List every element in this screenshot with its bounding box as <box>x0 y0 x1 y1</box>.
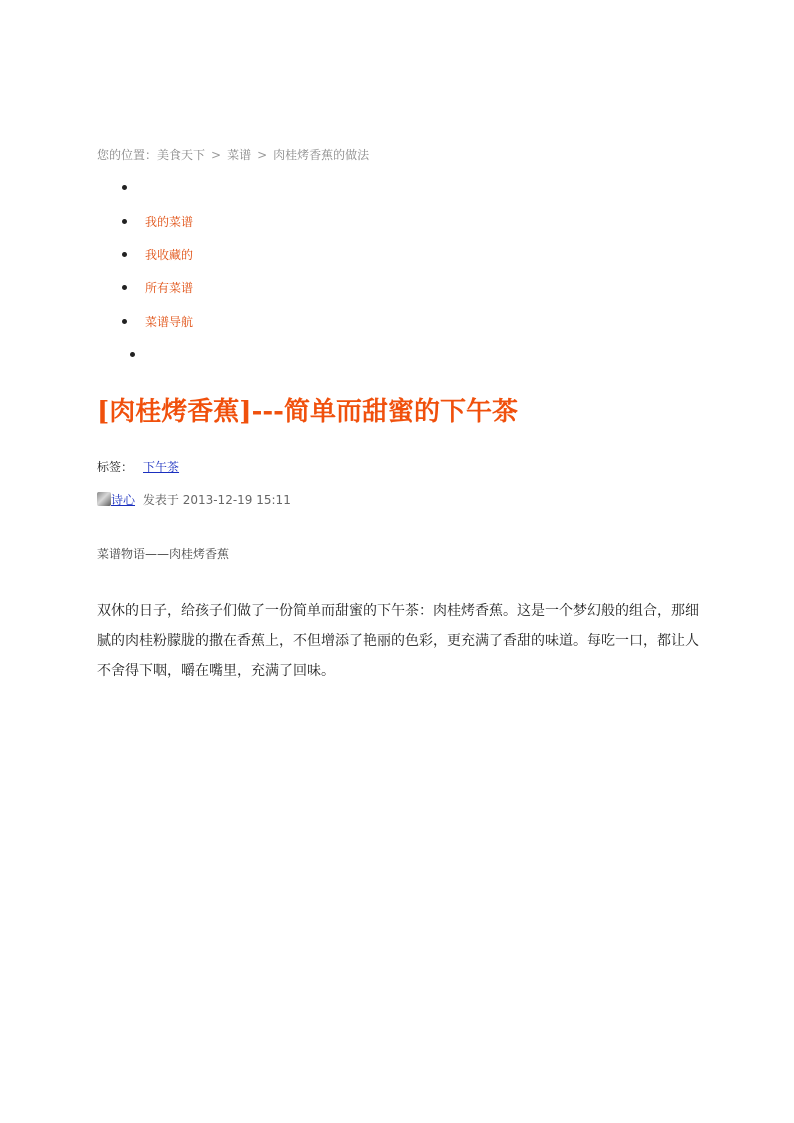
breadcrumb-separator: > <box>211 148 222 162</box>
avatar[interactable] <box>97 492 111 506</box>
list-bullet <box>122 285 127 290</box>
breadcrumb-recipes-link[interactable]: 菜谱 <box>227 148 252 162</box>
menu-item-my-favorites[interactable]: 我收藏的 <box>145 248 194 262</box>
post-date: 2013-12-19 15:11 <box>182 493 291 507</box>
article-title: [肉桂烤香蕉]---简单而甜蜜的下午茶 <box>97 397 518 427</box>
tag-link[interactable]: 下午茶 <box>143 460 180 474</box>
breadcrumb-current: 肉桂烤香蕉的做法 <box>273 148 370 162</box>
menu-item-all-recipes[interactable]: 所有菜谱 <box>145 281 194 295</box>
article-meta <box>97 491 291 509</box>
list-bullet <box>122 319 127 324</box>
author-link[interactable]: 诗心 <box>111 493 136 507</box>
tags-label: 标签： <box>97 460 134 474</box>
breadcrumb-home-link[interactable]: 美食天下 <box>157 148 206 162</box>
breadcrumb-separator: > <box>257 148 268 162</box>
posted-label: 发表于 <box>142 493 179 507</box>
list-bullet <box>122 219 127 224</box>
article-body: 双休的日子，给孩子们做了一份简单而甜蜜的下午茶：肉桂烤香蕉。这是一个梦幻般的组合，那细腻的肉桂粉朦胧的撒在香蕉上，不但增添了艳丽的色彩，更充满了香甜的味道。每吃一口，都让人不舍得下咽，嚼在嘴里，充满了回味。 <box>97 603 699 679</box>
empty-list-bullet <box>122 185 127 190</box>
menu-item-recipe-navigation[interactable]: 菜谱导航 <box>145 315 194 329</box>
article-tags <box>97 458 179 476</box>
list-bullet <box>122 252 127 257</box>
empty-list-bullet <box>130 352 135 357</box>
menu-item-my-recipes[interactable]: 我的菜谱 <box>145 215 194 229</box>
breadcrumb <box>97 146 369 164</box>
article-subtitle: 菜谱物语——肉桂烤香蕉 <box>97 547 230 561</box>
breadcrumb-prefix: 您的位置： <box>97 148 158 162</box>
